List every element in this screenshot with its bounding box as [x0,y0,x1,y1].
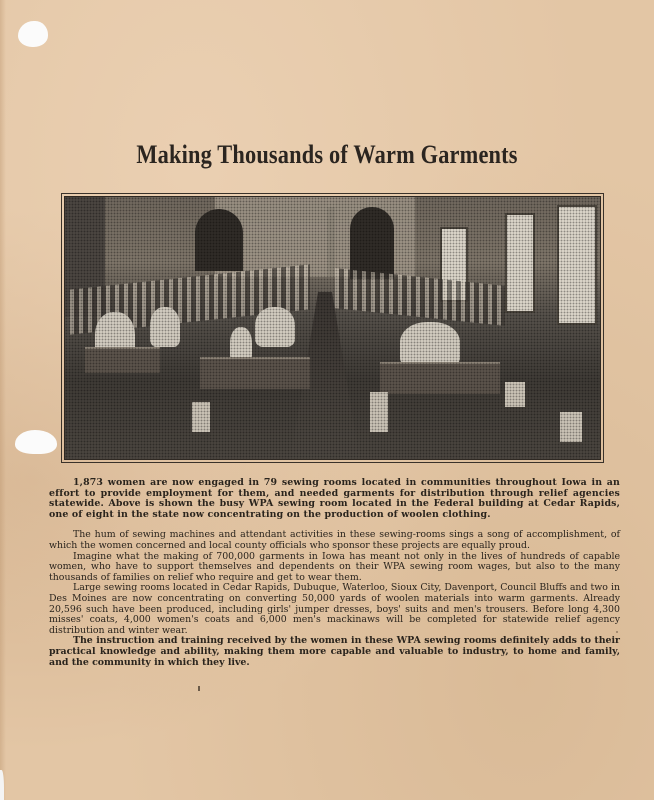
fabric-box [192,402,210,432]
article-body [49,478,620,668]
fabric-box [370,392,388,432]
paragraph: The hum of sewing machines and attendant activities in these sewing-rooms sings a song of accomplishment, of which the women concerned and local county officials who sponsor these projects are equally proud. [49,529,620,551]
paragraph: Imagine what the making of 700,000 garments in Iowa has meant not only in the lives of hundreds of capable women, who have to support themselves and dependents on their WPA sewing room wages, but also to the many thousands of families on relief who require and get to wear them. [49,550,620,583]
sewing-machine-table [380,362,500,394]
seated-worker [255,307,295,347]
arched-doorway-left [195,209,243,271]
arched-doorway-center [350,207,394,279]
window [505,213,535,313]
paragraph: The instruction and training received by the women in these WPA sewing rooms definitely adds to their practical knowledge and ability, making them more capable and valuable to industry, to home and family, and the community in which they live. [49,635,620,668]
sewing-room-photo [64,196,601,460]
paragraph: Large sewing rooms located in Cedar Rapids, Dubuque, Waterloo, Sioux City, Davenport, Council Bluffs and two in Des Moines are now concentrating on converting 50,000 yards of woolen materials into warm garments. Already 20,596 such have been produced, including girls' jumper dresses, boys' suits and men's trousers. Before long 4,300 misses' coats, 4,000 women's coats and 6,000 men's mackinaws will be completed for statewide relief agency distribution and winter wear. [49,582,620,636]
paper-speck [198,686,200,691]
page-title: Making Thousands of Warm Garments [136,140,518,169]
photo-caption: 1,873 women are now engaged in 79 sewing rooms located in communities throughout Iowa in an effort to provide employment for them, and needed garments for distribution through relief agencies statewide. Above is shown the busy WPA sewing room located in the Federal building at Cedar Rapids, one of eight in the state now concentrating on the production of woolen clothing. [49,477,620,520]
pillar [327,207,335,277]
paper-edge-shadow [0,0,6,800]
fabric-box [560,412,582,442]
paper-speck [616,631,618,633]
sewing-machine-table [200,357,310,389]
sewing-machine-table [85,347,160,373]
seated-worker [400,322,460,367]
photo-frame [61,193,604,463]
window [557,205,597,325]
workers-right-rows [335,268,505,326]
seated-worker [150,307,180,347]
fabric-box [505,382,525,407]
punch-hole-middle [15,430,57,454]
punch-hole-top [18,21,48,47]
